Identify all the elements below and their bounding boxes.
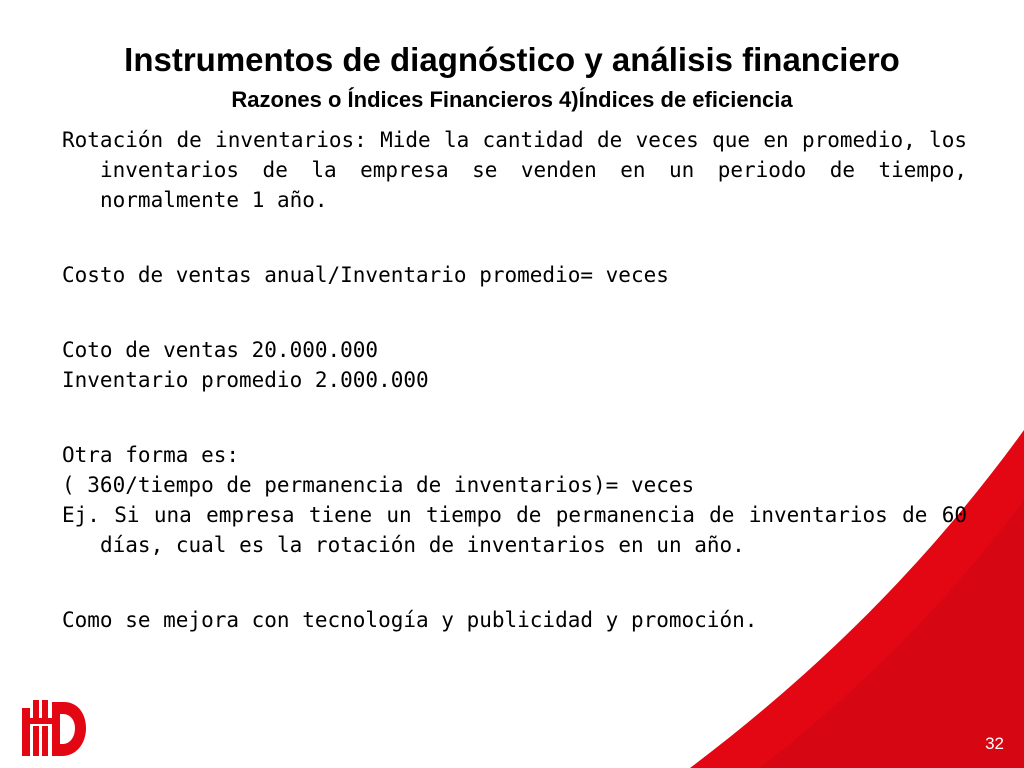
- slide-body: [62, 125, 967, 635]
- page-number: 32: [985, 734, 1004, 753]
- paragraph-cost-of-sales: Coto de ventas 20.000.000: [62, 338, 379, 362]
- paragraph-other-way: Otra forma es:: [62, 443, 240, 467]
- paragraph-alt-formula: ( 360/tiempo de permanencia de inventarios)= veces: [62, 473, 695, 497]
- slide-title: Instrumentos de diagnóstico y análisis financiero: [124, 41, 900, 78]
- paragraph-improvement: Como se mejora con tecnología y publicidad y promoción.: [62, 608, 758, 632]
- slide-subtitle: Razones o Índices Financieros 4)Índices de eficiencia: [231, 87, 793, 112]
- paragraph-average-inventory: Inventario promedio 2.000.000: [62, 368, 429, 392]
- paragraph-example: Ej. Si una empresa tiene un tiempo de permanencia de inventarios de 60 días, cual es la rotación de inventarios en un año.: [62, 503, 967, 557]
- paragraph-rotation-definition: Rotación de inventarios: Mide la cantidad de veces que en promedio, los inventarios de la empresa se venden en un periodo de tiempo, normalmente 1 año.: [62, 128, 967, 212]
- paragraph-formula: Costo de ventas anual/Inventario promedio= veces: [62, 263, 669, 287]
- institution-logo-icon: [22, 700, 86, 756]
